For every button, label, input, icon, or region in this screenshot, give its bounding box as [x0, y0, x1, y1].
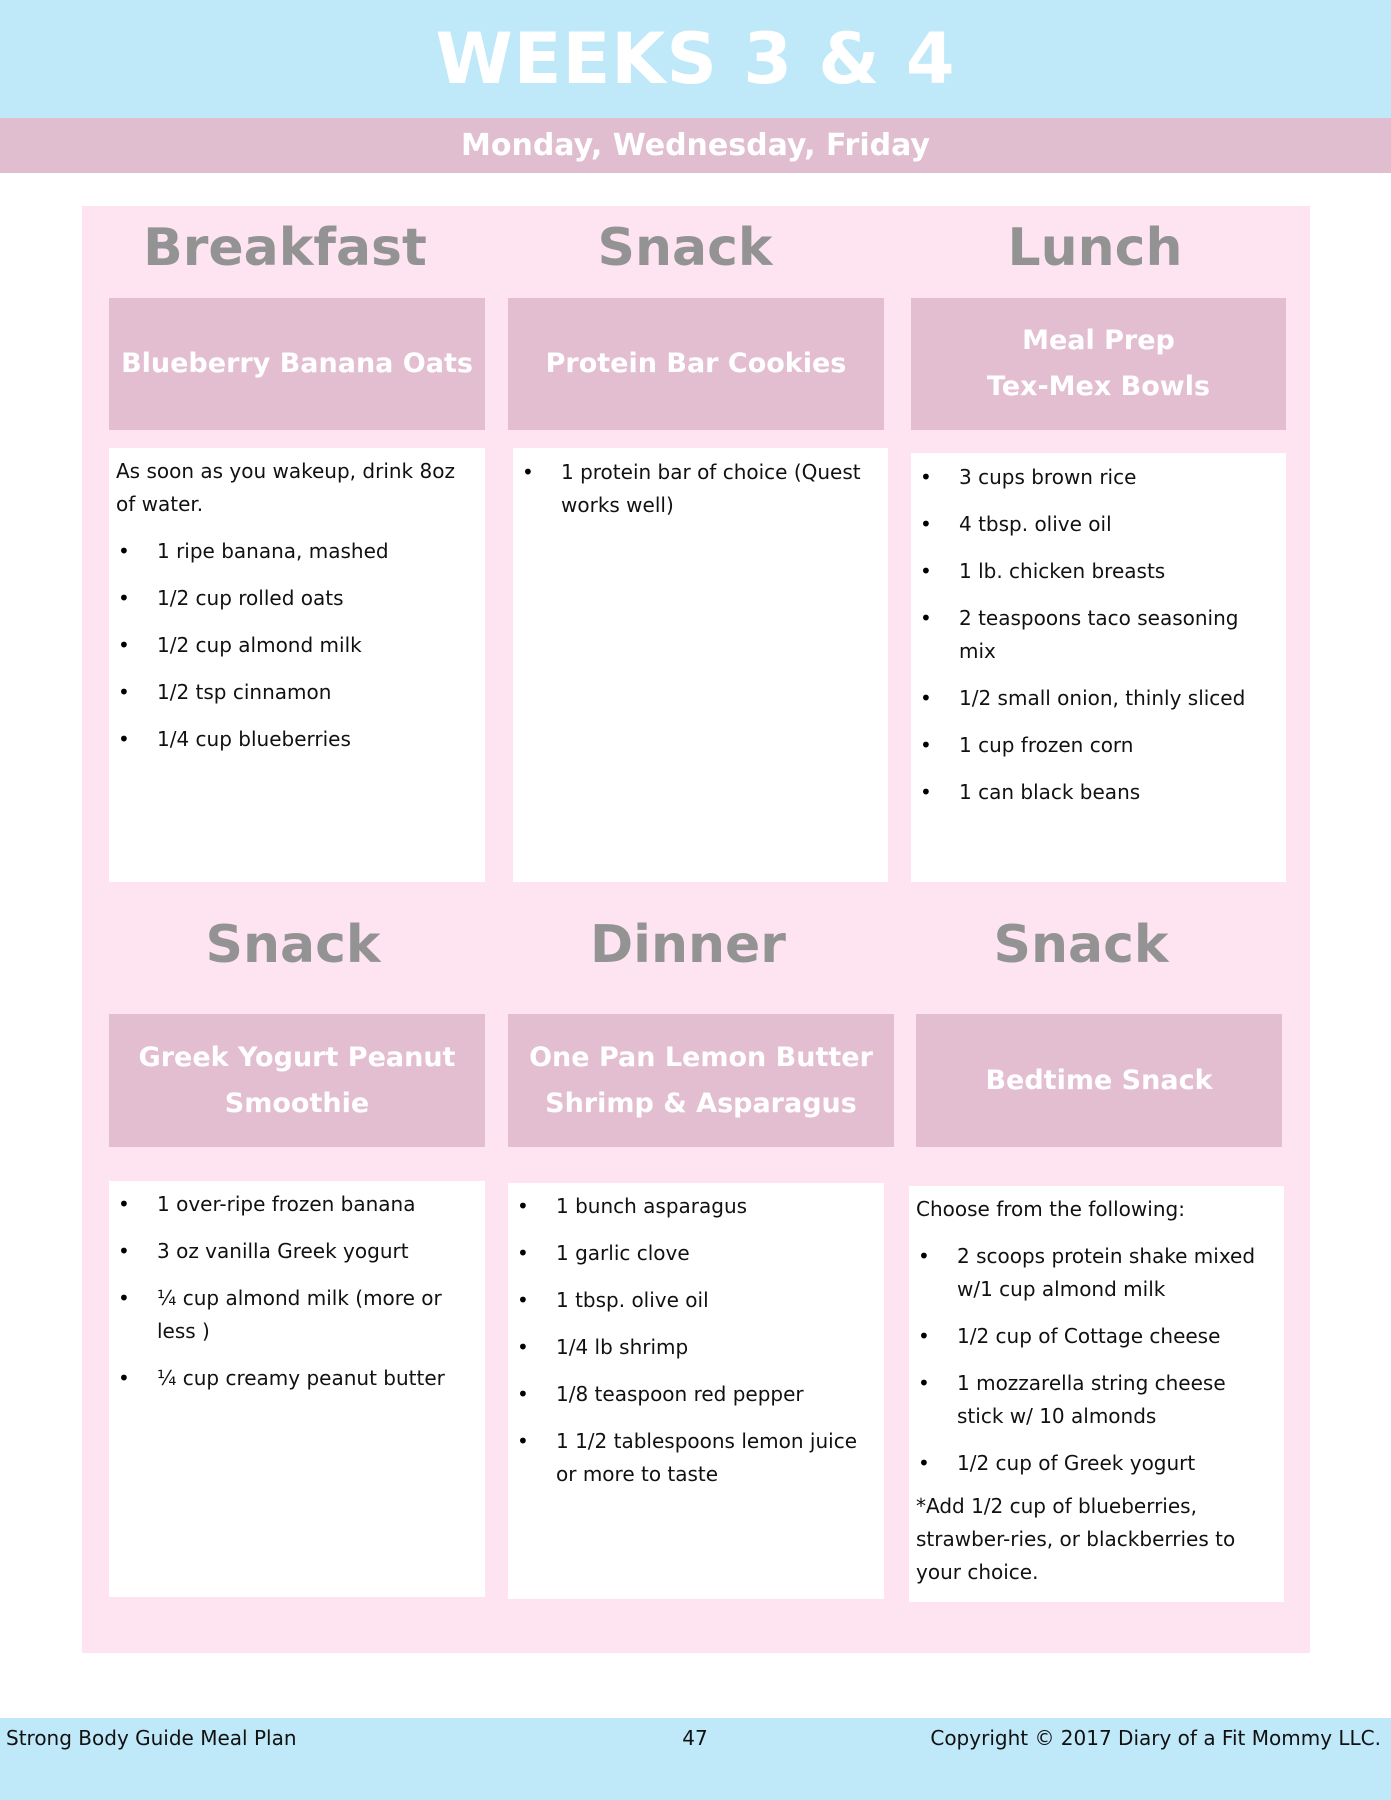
list-item: • 1 1/2 tablespoons lemon juice or more to taste [515, 1425, 876, 1491]
recipe-name: Protein Bar Cookies [545, 348, 847, 379]
list-item: • 4 tbsp. olive oil [918, 508, 1278, 541]
list-item: • 1/2 cup almond milk [116, 629, 477, 662]
bullet-icon: • [920, 780, 932, 804]
list-item: • 1 garlic clove [515, 1237, 876, 1270]
list-item: • 1/2 tsp cinnamon [116, 676, 477, 709]
recipe-box-snack-1 [508, 298, 884, 430]
list-item: • 1/2 cup of Cottage cheese [916, 1320, 1276, 1353]
list-item: • 1 protein bar of choice (Quest works well) [520, 456, 880, 522]
list-item: • 2 teaspoons taco seasoning mix [918, 602, 1278, 668]
list-item: • 1 lb. chicken breasts [918, 555, 1278, 588]
bullet-icon: • [517, 1288, 529, 1312]
ingredients-card-snack-2 [109, 1181, 485, 1597]
page-subtitle: Monday, Wednesday, Friday [461, 128, 930, 163]
bullet-icon: • [918, 1244, 930, 1268]
bullet-icon: • [118, 727, 130, 751]
recipe-box-breakfast [109, 298, 485, 430]
meal-heading-snack-2: Snack [205, 915, 381, 975]
bullet-icon: • [118, 1286, 130, 1310]
recipe-name: One Pan Lemon Butter Shrimp & Asparagus [529, 1041, 873, 1119]
bullet-icon: • [918, 1324, 930, 1348]
page-title: WEEKS 3 & 4 [435, 18, 956, 100]
recipe-box-snack-3 [916, 1014, 1282, 1147]
recipe-box-dinner [508, 1014, 894, 1147]
list-item: • 1 mozzarella string cheese stick w/ 10 almonds [916, 1367, 1276, 1433]
list-item: • 1/4 cup blueberries [116, 723, 477, 756]
footer-guide-name: Strong Body Guide Meal Plan [6, 1726, 297, 1750]
bullet-icon: • [522, 460, 534, 484]
list-item: • 1 over-ripe frozen banana [116, 1188, 477, 1221]
bullet-icon: • [517, 1429, 529, 1453]
list-item: • ¼ cup creamy peanut butter [116, 1362, 477, 1395]
bullet-icon: • [517, 1382, 529, 1406]
ingredient-list [918, 461, 1278, 809]
meal-heading-snack-3: Snack [993, 915, 1169, 975]
card-intro: Choose from the following: [916, 1197, 1185, 1221]
list-item: • 1 tbsp. olive oil [515, 1284, 876, 1317]
ingredient-list [515, 1190, 876, 1491]
bullet-icon: • [920, 512, 932, 536]
footer-copyright: Copyright © 2017 Diary of a Fit Mommy LLC. [930, 1726, 1381, 1750]
bullet-icon: • [118, 680, 130, 704]
list-item: • 1/2 small onion, thinly sliced [918, 682, 1278, 715]
card-intro: As soon as you wakeup, drink 8oz of water. [116, 459, 455, 516]
list-item: • 1/4 lb shrimp [515, 1331, 876, 1364]
bullet-icon: • [920, 465, 932, 489]
recipe-box-snack-2 [109, 1014, 485, 1147]
bullet-icon: • [920, 606, 932, 630]
list-item: • 1/2 cup of Greek yogurt [916, 1447, 1276, 1480]
recipe-name: Bedtime Snack [985, 1064, 1213, 1096]
bullet-icon: • [118, 633, 130, 657]
ingredients-card-lunch [911, 453, 1286, 882]
list-item: • 1 bunch asparagus [515, 1190, 876, 1223]
list-item: • 2 scoops protein shake mixed w/1 cup almond milk [916, 1240, 1276, 1306]
ingredients-card-dinner [508, 1183, 884, 1599]
meal-heading-lunch: Lunch [1007, 218, 1183, 278]
list-item: • 1 can black beans [918, 776, 1278, 809]
list-item: • 1/2 cup rolled oats [116, 582, 477, 615]
bullet-icon: • [118, 1192, 130, 1216]
bullet-icon: • [517, 1194, 529, 1218]
list-item: • ¼ cup almond milk (more or less ) [116, 1282, 477, 1348]
bullet-icon: • [918, 1371, 930, 1395]
ingredients-card-snack-1 [513, 448, 888, 882]
recipe-name: Greek Yogurt Peanut Smoothie [138, 1041, 456, 1119]
recipe-box-lunch [911, 298, 1286, 430]
meal-heading-breakfast: Breakfast [143, 218, 427, 278]
page-number: 47 [682, 1726, 708, 1750]
bullet-icon: • [118, 586, 130, 610]
bullet-icon: • [918, 1451, 930, 1475]
recipe-name: Blueberry Banana Oats [121, 348, 473, 379]
ingredient-list [520, 456, 880, 522]
meal-heading-snack-1: Snack [597, 218, 773, 278]
bullet-icon: • [118, 1366, 130, 1390]
bullet-icon: • [920, 686, 932, 710]
list-item: • 3 oz vanilla Greek yogurt [116, 1235, 477, 1268]
ingredient-list [916, 1240, 1276, 1480]
bullet-icon: • [920, 733, 932, 757]
bullet-icon: • [517, 1241, 529, 1265]
list-item: • 1 cup frozen corn [918, 729, 1278, 762]
list-item: • 1/8 teaspoon red pepper [515, 1378, 876, 1411]
list-item: • 1 ripe banana, mashed [116, 535, 477, 568]
list-item: • 3 cups brown rice [918, 461, 1278, 494]
bullet-icon: • [517, 1335, 529, 1359]
ingredient-list [116, 1188, 477, 1395]
meal-heading-dinner: Dinner [590, 915, 786, 975]
ingredients-card-snack-3 [909, 1186, 1284, 1602]
recipe-name: Meal Prep Tex-Mex Bowls [986, 325, 1211, 402]
bullet-icon: • [118, 539, 130, 563]
ingredients-card-breakfast [109, 448, 485, 882]
bullet-icon: • [920, 559, 932, 583]
bullet-icon: • [118, 1239, 130, 1263]
card-note: *Add 1/2 cup of blueberries, strawber-ries, or blackberries to your choice. [916, 1494, 1236, 1584]
ingredient-list [116, 535, 477, 756]
